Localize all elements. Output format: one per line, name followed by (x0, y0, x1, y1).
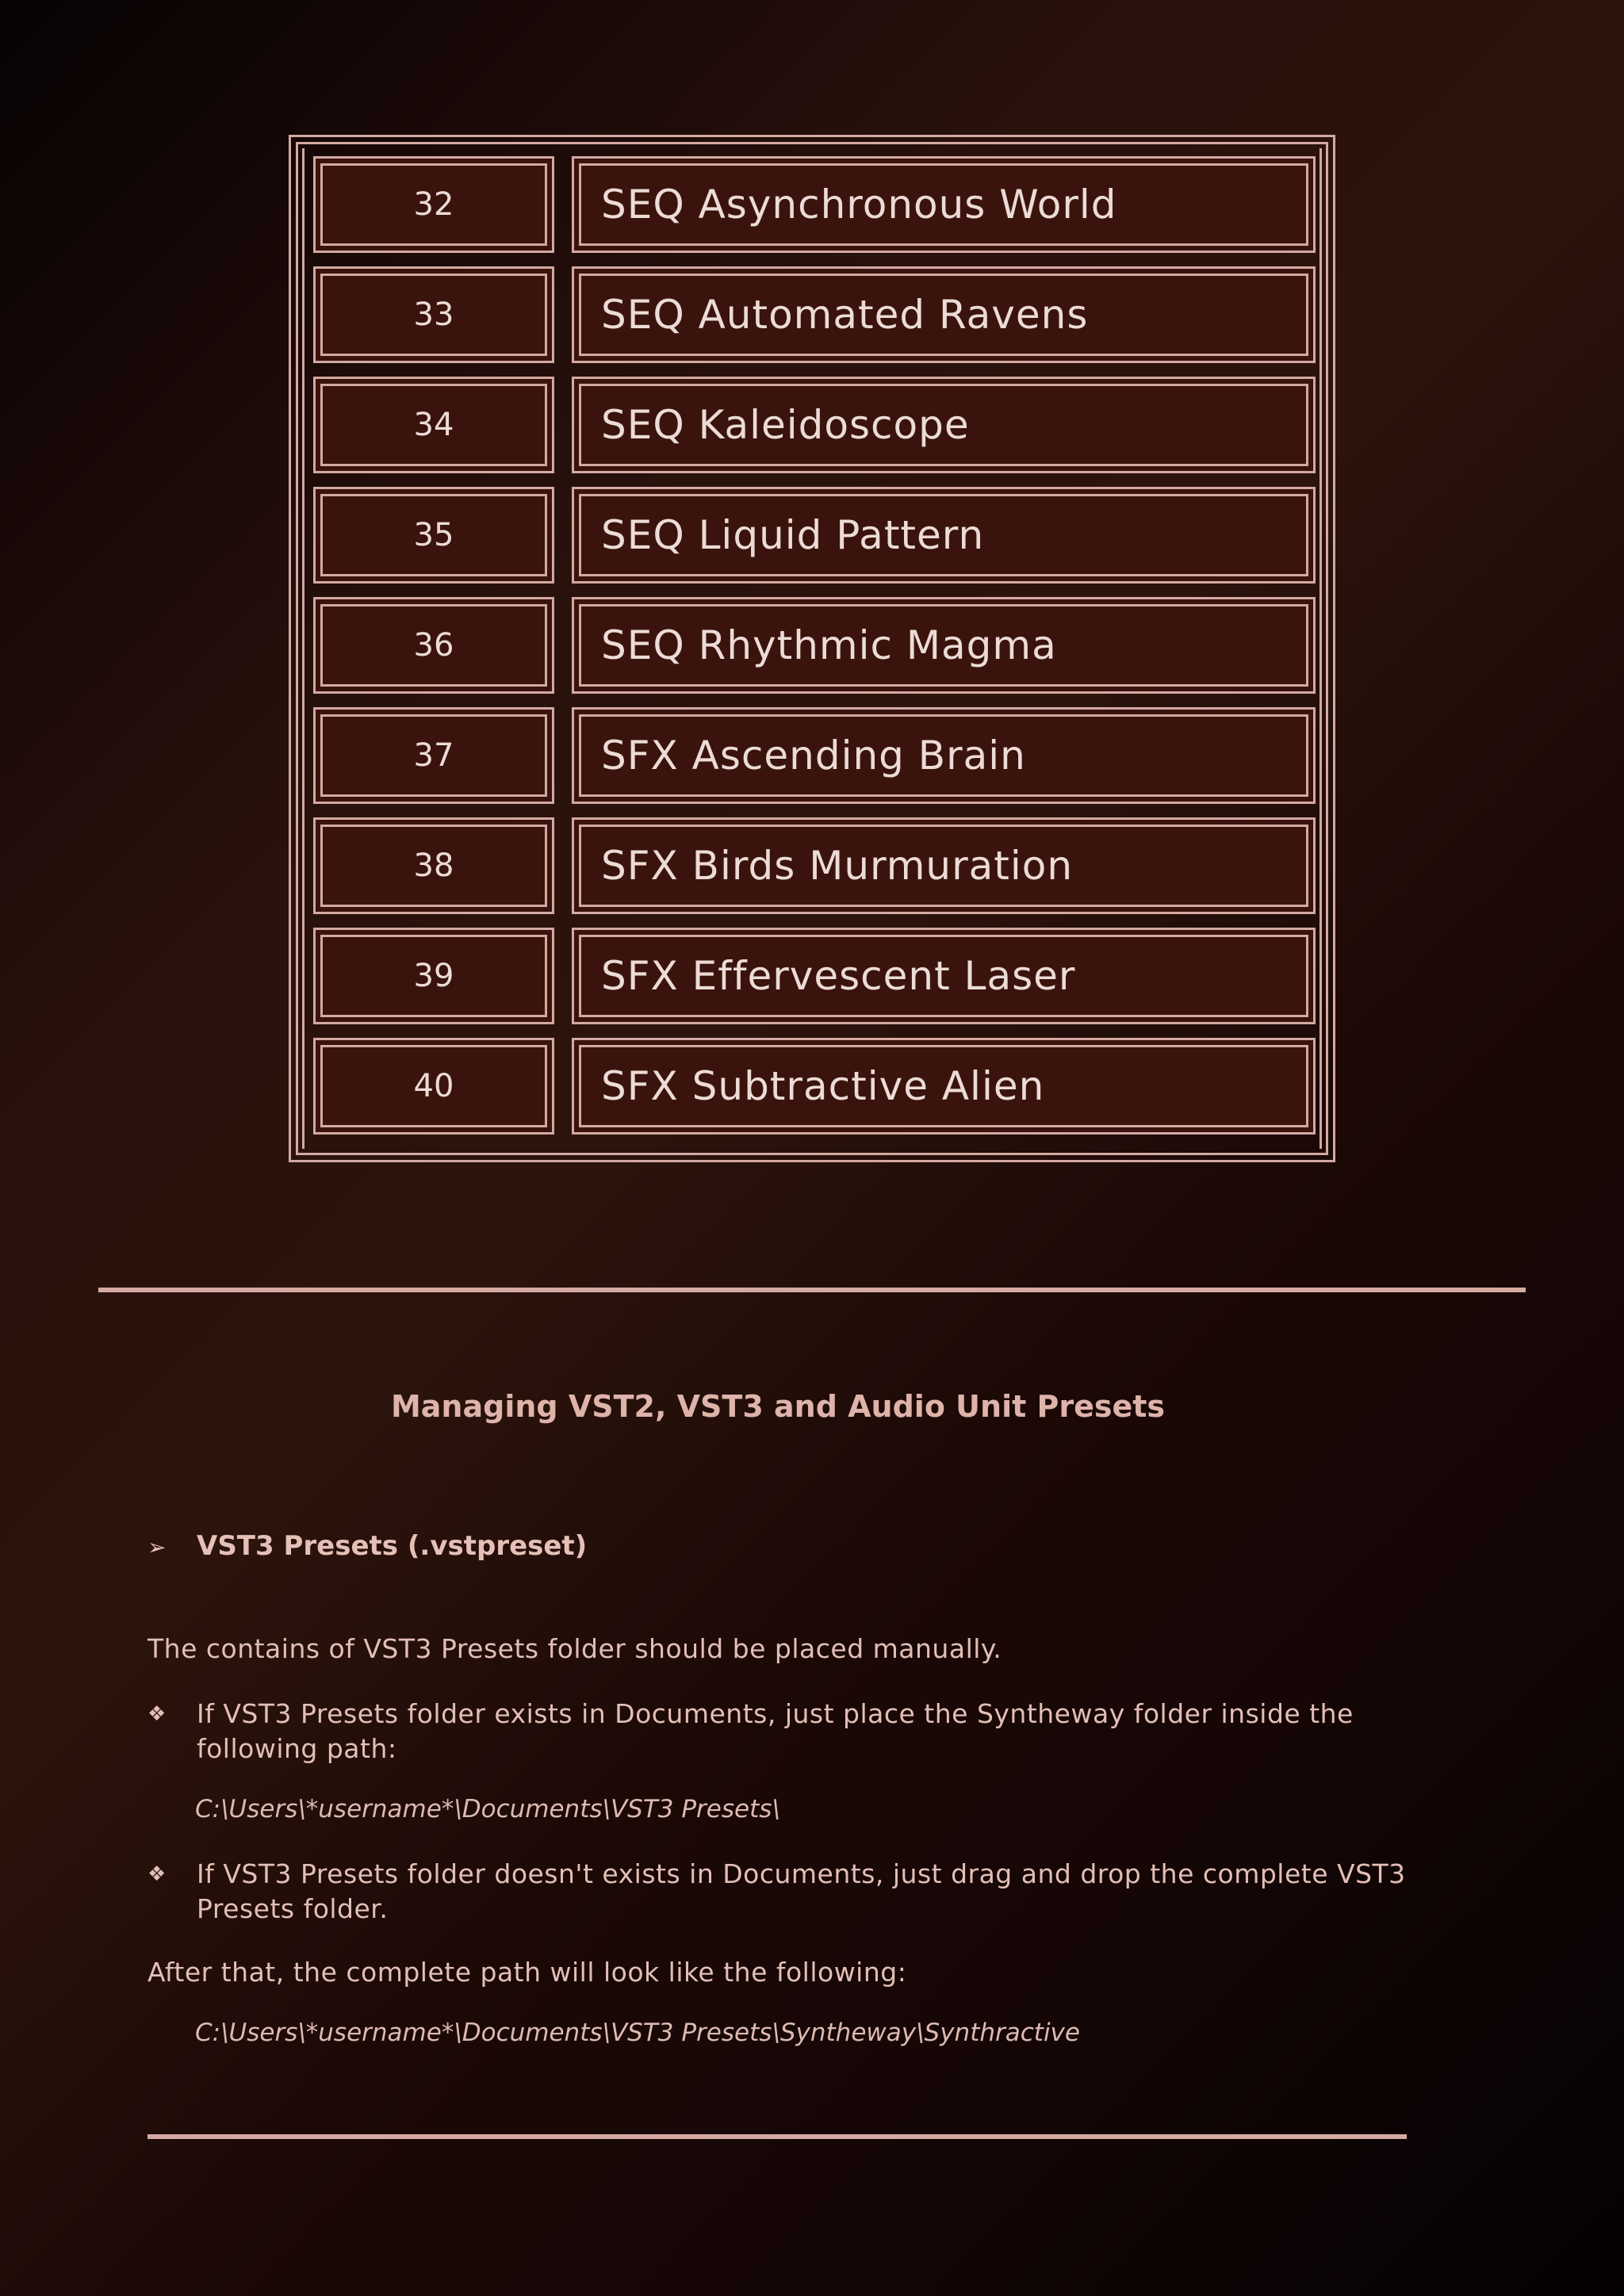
preset-name: SEQ Liquid Pattern (601, 512, 985, 558)
preset-name: SFX Effervescent Laser (601, 953, 1076, 999)
intro-paragraph: The contains of VST3 Presets folder should be placed manually. (147, 1633, 1002, 1664)
table-row (307, 817, 1316, 914)
preset-name: SEQ Asynchronous World (601, 182, 1117, 228)
preset-name: SFX Birds Murmuration (601, 843, 1074, 889)
preset-name-cell (572, 377, 1316, 473)
preset-number-cell (313, 707, 554, 804)
preset-name-cell (572, 707, 1316, 804)
bullet-text: If VST3 Presets folder doesn't exists in Documents, just drag and drop the complete VST3 Presets folder. (197, 1858, 1406, 1924)
table-row (307, 377, 1316, 473)
table-row (307, 487, 1316, 584)
preset-number-cell (313, 1038, 554, 1135)
preset-number-cell (313, 487, 554, 584)
table-row (307, 266, 1316, 363)
preset-number-cell (313, 817, 554, 914)
preset-name: SFX Subtractive Alien (601, 1063, 1045, 1109)
bullet-text: If VST3 Presets folder exists in Documents, just place the Syntheway folder inside the following path: (197, 1698, 1354, 1764)
preset-number: 35 (413, 517, 454, 553)
preset-number-cell (313, 266, 554, 363)
table-row (307, 597, 1316, 694)
sub-heading-text: VST3 Presets (.vstpreset) (197, 1530, 588, 1562)
preset-name: SEQ Rhythmic Magma (601, 622, 1057, 668)
diamond-bullet-icon: ❖ (147, 1862, 167, 1886)
section-divider-top (98, 1288, 1526, 1292)
preset-number-cell (313, 377, 554, 473)
preset-name-cell (572, 156, 1316, 253)
preset-name-cell (572, 1038, 1316, 1135)
table-row (307, 928, 1316, 1024)
preset-number: 40 (413, 1068, 454, 1104)
preset-number: 33 (413, 297, 454, 333)
preset-name: SEQ Kaleidoscope (601, 402, 970, 448)
preset-number: 32 (413, 186, 454, 223)
section-divider-bottom (147, 2134, 1407, 2139)
table-row (307, 1038, 1316, 1135)
preset-name-cell (572, 597, 1316, 694)
preset-name-cell (572, 487, 1316, 584)
preset-number: 34 (413, 407, 454, 443)
preset-number-cell (313, 597, 554, 694)
preset-number-cell (313, 928, 554, 1024)
list-item (147, 1857, 1416, 1927)
preset-name-cell (572, 928, 1316, 1024)
preset-table (289, 135, 1335, 1162)
diamond-bullet-icon: ❖ (147, 1702, 167, 1726)
section-title: Managing VST2, VST3 and Audio Unit Presets (390, 1389, 1166, 1424)
file-path: C:\Users\*username*\Documents\VST3 Presets\ (195, 1795, 780, 1823)
after-paragraph: After that, the complete path will look like the following: (147, 1957, 907, 1988)
preset-name: SFX Ascending Brain (601, 733, 1026, 779)
arrow-bullet-icon: ➢ (147, 1534, 167, 1560)
preset-number: 39 (413, 958, 454, 994)
table-row (307, 707, 1316, 804)
preset-number-cell (313, 156, 554, 253)
preset-name: SEQ Automated Ravens (601, 292, 1089, 338)
file-path: C:\Users\*username*\Documents\VST3 Presets\Syntheway\Synthractive (195, 2019, 1080, 2047)
table-row (307, 156, 1316, 253)
sub-heading (147, 1530, 587, 1562)
preset-name-cell (572, 266, 1316, 363)
preset-number: 37 (413, 737, 454, 774)
preset-number: 38 (413, 848, 454, 884)
preset-name-cell (572, 817, 1316, 914)
list-item (147, 1697, 1416, 1766)
preset-number: 36 (413, 627, 454, 664)
